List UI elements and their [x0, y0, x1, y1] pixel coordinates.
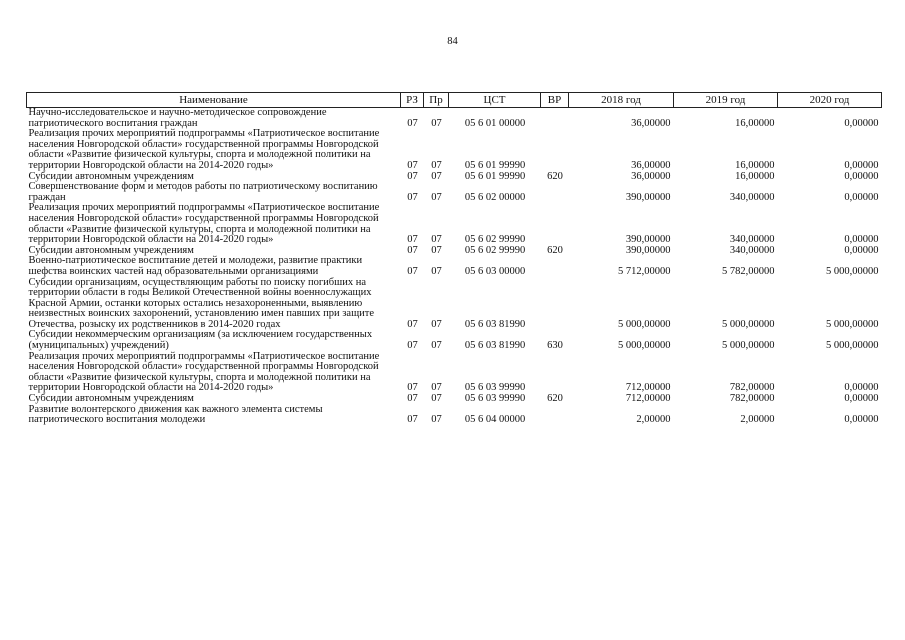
- row-pr: 07: [431, 340, 442, 352]
- row-rz: 07: [407, 191, 418, 203]
- row-name: Военно-патриотическое воспитание детей и молодежи, развитие практики шефства воинских частей над образовательными организациями: [28, 255, 363, 277]
- header-2018: 2018 год: [569, 93, 674, 108]
- row-pr: 07: [431, 234, 442, 246]
- row-pr: 07: [431, 191, 442, 203]
- row-amount-2019: 782,00000: [729, 382, 775, 394]
- row-vr: [541, 108, 569, 130]
- row-pr: 07: [431, 117, 442, 129]
- row-cst: 05 6 03 99990: [464, 393, 526, 405]
- row-rz: 07: [407, 382, 418, 394]
- header-2019: 2019 год: [674, 93, 778, 108]
- row-pr: 07: [431, 393, 442, 405]
- row-amount-2018: 2,00000: [636, 414, 671, 426]
- row-amount-2020: 5 000,00000: [826, 318, 879, 330]
- row-pr: 07: [431, 265, 442, 277]
- row-cst: 05 6 03 00000: [464, 265, 526, 277]
- row-amount-2020: 5 000,00000: [826, 265, 879, 277]
- row-amount-2020: 0,00000: [844, 382, 879, 394]
- row-amount-2020: 0,00000: [844, 234, 879, 246]
- row-vr: [541, 182, 569, 203]
- row-rz: 07: [407, 244, 418, 256]
- row-rz: 07: [407, 170, 418, 182]
- row-name: Реализация прочих мероприятий подпрограммы «Патриотическое воспитание населения Новгородской области» государственной программы Новгородской области «Развитие физической культуры, спорта и молодежной политики на территории Новгородской области на 2014-2020 годы»: [28, 128, 380, 171]
- row-cst: 05 6 03 99990: [464, 382, 526, 394]
- row-amount-2019: 5 000,00000: [722, 340, 775, 352]
- row-amount-2019: 340,00000: [729, 191, 775, 203]
- row-cst: 05 6 03 81990: [464, 318, 526, 330]
- row-amount-2018: 712,00000: [625, 393, 671, 405]
- row-amount-2018: 36,00000: [631, 170, 671, 182]
- header-rz: РЗ: [401, 93, 424, 108]
- row-pr: 07: [431, 170, 442, 182]
- row-name: Реализация прочих мероприятий подпрограммы «Патриотическое воспитание населения Новгородской области» государственной программы Новгородской области «Развитие физической культуры, спорта и молодежной политики на территории Новгородской области на 2014-2020 годы»: [28, 202, 380, 246]
- row-amount-2019: 16,00000: [735, 117, 775, 129]
- row-amount-2018: 36,00000: [631, 159, 671, 171]
- table-row: [27, 203, 882, 245]
- row-amount-2019: 16,00000: [735, 159, 775, 171]
- row-cst: 05 6 02 99990: [464, 234, 526, 246]
- row-amount-2019: 16,00000: [735, 170, 775, 182]
- table-row: [27, 352, 882, 394]
- row-vr: [541, 405, 569, 426]
- row-amount-2020: 0,00000: [844, 170, 879, 182]
- row-vr: [541, 203, 569, 245]
- row-pr: 07: [431, 159, 442, 171]
- row-rz: 07: [407, 117, 418, 129]
- table-row: [27, 278, 882, 331]
- row-amount-2018: 390,00000: [625, 191, 671, 203]
- table-row: [27, 108, 882, 130]
- row-vr: [541, 129, 569, 171]
- row-rz: 07: [407, 318, 418, 330]
- row-name: Совершенствование форм и методов работы по патриотическому воспитанию граждан: [28, 181, 378, 203]
- row-amount-2019: 782,00000: [729, 393, 775, 405]
- row-vr: 620: [547, 170, 563, 182]
- row-rz: 07: [407, 340, 418, 352]
- row-vr: 630: [547, 340, 563, 352]
- table-row: [27, 330, 882, 351]
- row-vr: 620: [547, 244, 563, 256]
- row-amount-2020: 0,00000: [844, 393, 879, 405]
- row-name: Развитие волонтерского движения как важного элемента системы патриотического воспитания молодежи: [28, 403, 323, 426]
- table-header-row: [27, 93, 882, 108]
- table-row: [27, 256, 882, 277]
- row-amount-2018: 390,00000: [625, 234, 671, 246]
- row-rz: 07: [407, 234, 418, 246]
- row-amount-2018: 390,00000: [625, 244, 671, 256]
- row-pr: 07: [431, 244, 442, 256]
- row-cst: 05 6 01 99990: [464, 159, 526, 171]
- row-name: Научно-исследовательское и научно-методическое сопровождение патриотического воспитания граждан: [28, 107, 327, 129]
- header-2020: 2020 год: [778, 93, 882, 108]
- row-cst: 05 6 01 00000: [464, 117, 526, 129]
- row-vr: [541, 256, 569, 277]
- row-pr: 07: [431, 382, 442, 394]
- header-cst: ЦСТ: [449, 93, 541, 108]
- row-amount-2018: 5 712,00000: [618, 265, 671, 277]
- row-name: Субсидии некоммерческим организациям (за исключением государственных (муниципальных) учреждений): [28, 329, 373, 352]
- row-amount-2019: 2,00000: [740, 414, 775, 426]
- row-amount-2019: 340,00000: [729, 244, 775, 256]
- row-cst: 05 6 03 81990: [464, 340, 526, 352]
- row-vr: 620: [547, 393, 563, 405]
- header-name: Наименование: [27, 93, 401, 108]
- row-vr: [541, 278, 569, 331]
- row-cst: 05 6 01 99990: [464, 170, 526, 182]
- row-name: Субсидии автономным учреждениям: [28, 393, 194, 405]
- row-amount-2018: 712,00000: [625, 382, 671, 394]
- table-row: [27, 129, 882, 171]
- row-rz: 07: [407, 159, 418, 171]
- row-cst: 05 6 04 00000: [464, 414, 526, 426]
- row-pr: 07: [431, 414, 442, 426]
- row-amount-2018: 36,00000: [631, 117, 671, 129]
- budget-table: [26, 92, 882, 426]
- row-name: Реализация прочих мероприятий подпрограммы «Патриотическое воспитание населения Новгородской области» государственной программы Новгородской области «Развитие физической культуры, спорта и молодежной политики на территории Новгородской области на 2014-2020 годы»: [28, 350, 380, 394]
- row-amount-2018: 5 000,00000: [618, 318, 671, 330]
- row-cst: 05 6 02 99990: [464, 244, 526, 256]
- row-amount-2018: 5 000,00000: [618, 340, 671, 352]
- table-row: [27, 405, 882, 426]
- row-vr: [541, 352, 569, 394]
- header-pr: Пр: [424, 93, 449, 108]
- row-cst: 05 6 02 00000: [464, 191, 526, 203]
- table-row: [27, 182, 882, 203]
- row-amount-2019: 340,00000: [729, 234, 775, 246]
- row-amount-2019: 5 782,00000: [722, 265, 775, 277]
- row-amount-2020: 0,00000: [844, 414, 879, 426]
- row-pr: 07: [431, 318, 442, 330]
- header-vr: ВР: [541, 93, 569, 108]
- row-rz: 07: [407, 265, 418, 277]
- row-amount-2020: 0,00000: [844, 117, 879, 129]
- row-name: Субсидии организациям, осуществляющим работы по поиску погибших на территории области в годы Великой Отечественной войны военнослужащих Красной Армии, останки которых остались незахороненными, выявлению неизвестных воинских захоронений, установлению имен павших при защите Отечества, розыску их родственников в 2014-2020 годах: [28, 276, 375, 330]
- page-number: 84: [447, 36, 458, 47]
- row-amount-2020: 0,00000: [844, 159, 879, 171]
- row-amount-2020: 0,00000: [844, 244, 879, 256]
- row-name: Субсидии автономным учреждениям: [28, 244, 194, 256]
- row-name: Субсидии автономным учреждениям: [28, 170, 194, 182]
- row-amount-2020: 0,00000: [844, 191, 879, 203]
- row-rz: 07: [407, 393, 418, 405]
- row-amount-2019: 5 000,00000: [722, 318, 775, 330]
- row-rz: 07: [407, 414, 418, 426]
- row-amount-2020: 5 000,00000: [826, 340, 879, 352]
